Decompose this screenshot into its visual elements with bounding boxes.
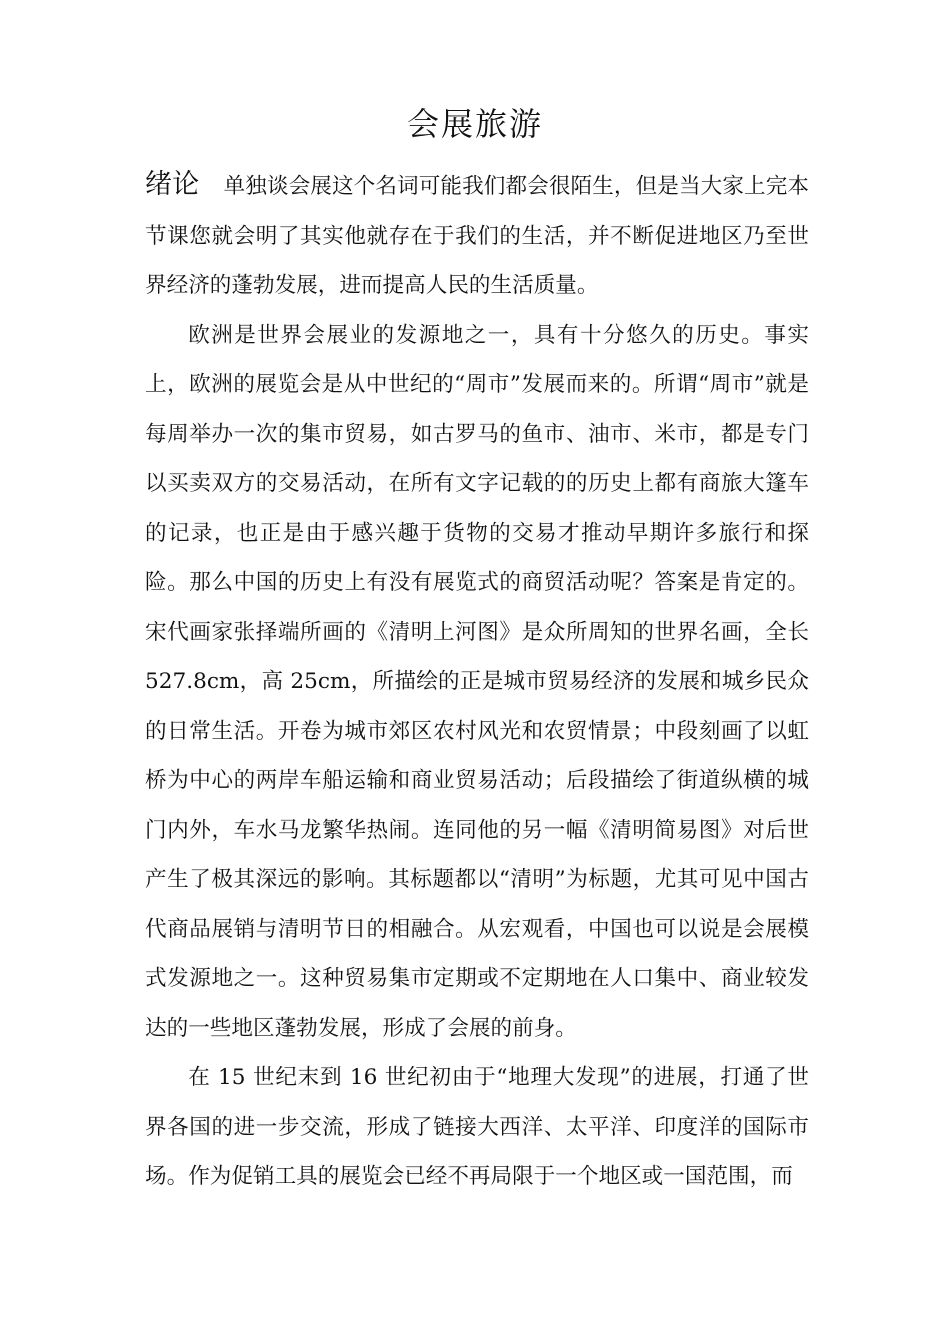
age-of-discovery-paragraph: 在 15 世纪末到 16 世纪初由于“地理大发现”的进展，打通了世界各国的进一步交流，形成了链接大西洋、太平洋、印度洋的国际市场。作为促销工具的展览会已经不再局限于一个地区或一国范围，而 bbox=[145, 1065, 809, 1189]
history-paragraph: 欧洲是世界会展业的发源地之一，具有十分悠久的历史。事实上，欧洲的展览会是从中世纪的“周市”发展而来的。所谓“周市”就是每周举办一次的集市贸易，如古罗马的鱼市、油市、米市，都是专门以买卖双方的交易活动，在所有文字记载的的历史上都有商旅大篷车的记录，也正是由于感兴趣于货物的交易才推动早期许多旅行和探险。那么中国的历史上有没有展览式的商贸活动呢？答案是肯定的。宋代画家张择端所画的《清明上河图》是众所周知的世界名画，全长527.8cm，高 25cm，所描绘的正是城市贸易经济的发展和城乡民众的日常生活。开卷为城市郊区农村风光和农贸情景；中段刻画了以虹桥为中心的两岸车船运输和商业贸易活动；后段描绘了街道纵横的城门内外，车水马龙繁华热闹。连同他的另一幅《清明简易图》对后世产生了极其深远的影响。其标题都以“清明”为标题，尤其可见中国古代商品展销与清明节日的相融合。从宏观看，中国也可以说是会展模式发源地之一。这种贸易集市定期或不定期地在人口集中、商业较发达的一些地区蓬勃发展，形成了会展的前身。 bbox=[145, 322, 809, 1041]
document-title: 会展旅游 bbox=[406, 105, 543, 143]
intro-paragraph bbox=[145, 160, 809, 311]
document-body bbox=[145, 160, 809, 1202]
intro-paragraph-text: 单独谈会展这个名词可能我们都会很陌生，但是当大家上完本节课您就会明了其实他就存在于我们的生活，并不断促进地区乃至世界经济的蓬勃发展，进而提高人民的生活质量。 bbox=[145, 174, 809, 298]
intro-heading: 绪论 bbox=[145, 169, 200, 200]
